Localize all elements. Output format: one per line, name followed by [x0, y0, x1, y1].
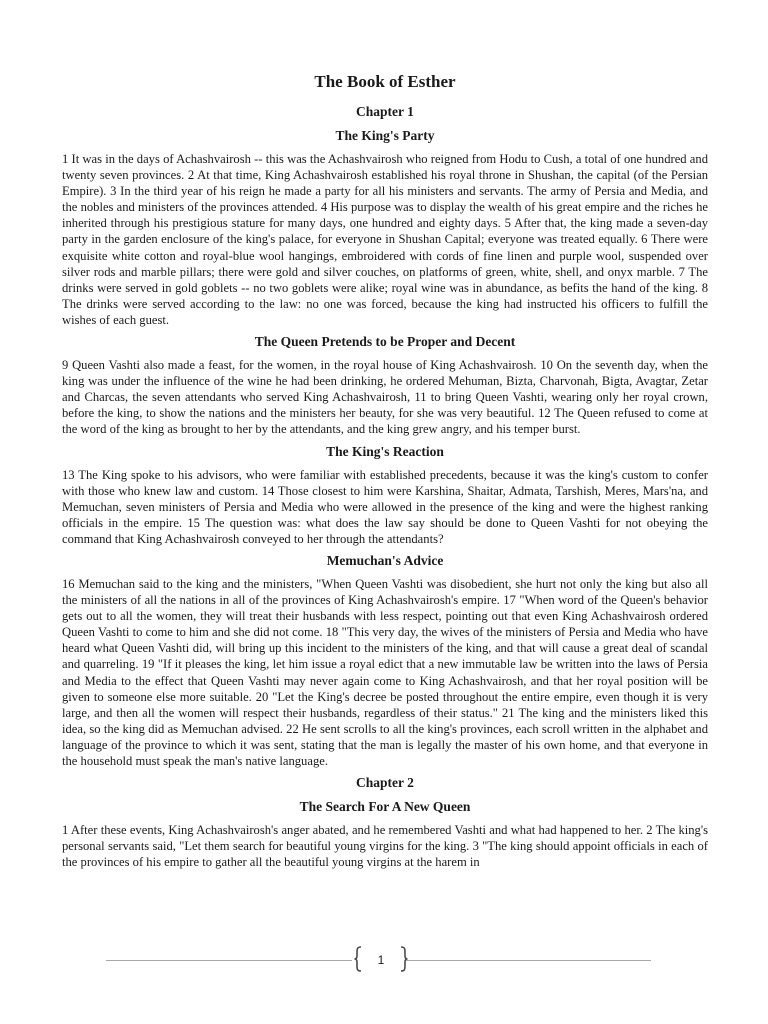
chapter-heading-1: Chapter 1: [356, 104, 414, 119]
chapter-heading-2: Chapter 2: [356, 775, 414, 791]
right-brace-icon: [400, 946, 408, 972]
paragraph-memuchans-advice: 16 Memuchan said to the king and the ministers, "When Queen Vashti was disobedient, she hurt not only the king but also all the ministers of all the nations in all of the provinces of King Achashvairosh's empire. 17 "When word of the Queen's behavior gets out to all the women, they will treat their husbands with less respect, pointing out that even King Achashvairosh ordered Queen Vashti to come to him and she did not come. 18 "This very day, the wives of the ministers of Persia and Media who have heard what Queen Vashti did, will bring up this incident to the ministers of the king, and that will cause a great deal of scandal and quarreling. 19 "If it pleases the king, let him issue a royal edict that a new immutable law be written into the laws of Persia and Media to the effect that Queen Vashti may never again come to King Achashvairosh, and that her royal position will be given to someone else more suitable. 20 "Let the King's decree be posted throughout the entire empire, even though it is very large, and then all the women will respect their husbands, regardless of their status." 21 The king and the ministers liked this idea, so the king did as Memuchan advised. 22 He sent scrolls to all the king's provinces, each scroll written in the alphabet and language of the province to which it was sent, stating that the man is legally the master of his own home, and that everyone in the household must speak the man's native language.: [62, 576, 708, 768]
section-heading-queen-pretends: The Queen Pretends to be Proper and Decent: [254, 334, 516, 350]
paragraph-queen-pretends: 9 Queen Vashti also made a feast, for the women, in the royal house of King Achashvairosh. 10 On the seventh day, when the king was under the influence of the wine he had been drinking, he ordered Mehuman, Bizta, Charvonah, Bigta, Avagtar, Zetar and Charcas, the seven attendants who served King Achashvairosh, 11 to bring Queen Vashti, wearing only her royal crown, before the king, to show the nations and the ministers her beauty, for she was very beautiful. 12 The Queen refused to come at the word of the king as brought to her by the attendants, and the king grew angry, and his temper burst.: [62, 358, 708, 437]
left-brace-icon: [354, 946, 362, 972]
section-heading-memuchans-advice: Memuchan's Advice: [326, 552, 444, 568]
section-heading-kings-reaction: The King's Reaction: [326, 443, 444, 459]
section-heading-search-new-queen: The Search For A New Queen: [299, 799, 471, 815]
paragraph-search-new-queen: 1 After these events, King Achashvairosh's anger abated, and he remembered Vashti and what had happened to her. 2 The king's personal servants said, "Let them search for beautiful young virgins for the king. 3 "The king should appoint officials in each of the provinces of his empire to gather all the beautiful young virgins at the harem in: [62, 823, 708, 870]
page-footer: [106, 946, 651, 976]
document-title: The Book of Esther: [314, 72, 456, 91]
paragraph-kings-party: 1 It was in the days of Achashvairosh -- this was the Achashvairosh who reigned from Hodu to Cush, a total of one hundred and twenty seven provinces. 2 At that time, King Achashvairosh established his royal throne in Shushan, the capital (of the Persian Empire). 3 In the third year of his reign he made a party for all his ministers and servants. The army of Persia and Media, and the nobles and ministers of the provinces attended. 4 His purpose was to display the wealth of his great empire and the riches he inherited through his prestigious stature for many days, one hundred and eighty days. 5 After that, the king made a seven-day party in the garden enclosure of the king's palace, for everyone in Shushan Capital; everyone was treated equally. 6 There were exquisite white cotton and royal-blue wool hangings, embroidered with cords of fine linen and purple wool, suspended over silver rods and marble pillars; there were gold and silver couches, on platforms of green, white, shell, and onyx marble. 7 The drinks were served in gold goblets -- no two goblets were alike; royal wine was in abundance, as befits the hand of the king. 8 The drinks were served according to the law: no one was forced, because the king had instructed his officers to fulfill the wishes of each guest.: [62, 152, 708, 327]
footer-rule-left: [106, 960, 352, 961]
paragraph-kings-reaction: 13 The King spoke to his advisors, who were familiar with established precedents, because it was the king's custom to confer with those who knew law and custom. 14 Those closest to him were Karshina, Shaitar, Admata, Tarshish, Meres, Mars'na, and Memuchan, seven ministers of Persia and Media who were allowed in the presence of the king and were the highest ranking officials in the empire. 15 The question was: what does the law say should be done to Queen Vashti for not obeying the command that King Achashvairosh conveyed to her through the attendants?: [62, 467, 708, 546]
page-number: 1: [377, 953, 385, 967]
footer-rule-right: [406, 960, 651, 961]
section-heading-kings-party: The King's Party: [335, 128, 435, 143]
document-page: [62, 62, 708, 876]
